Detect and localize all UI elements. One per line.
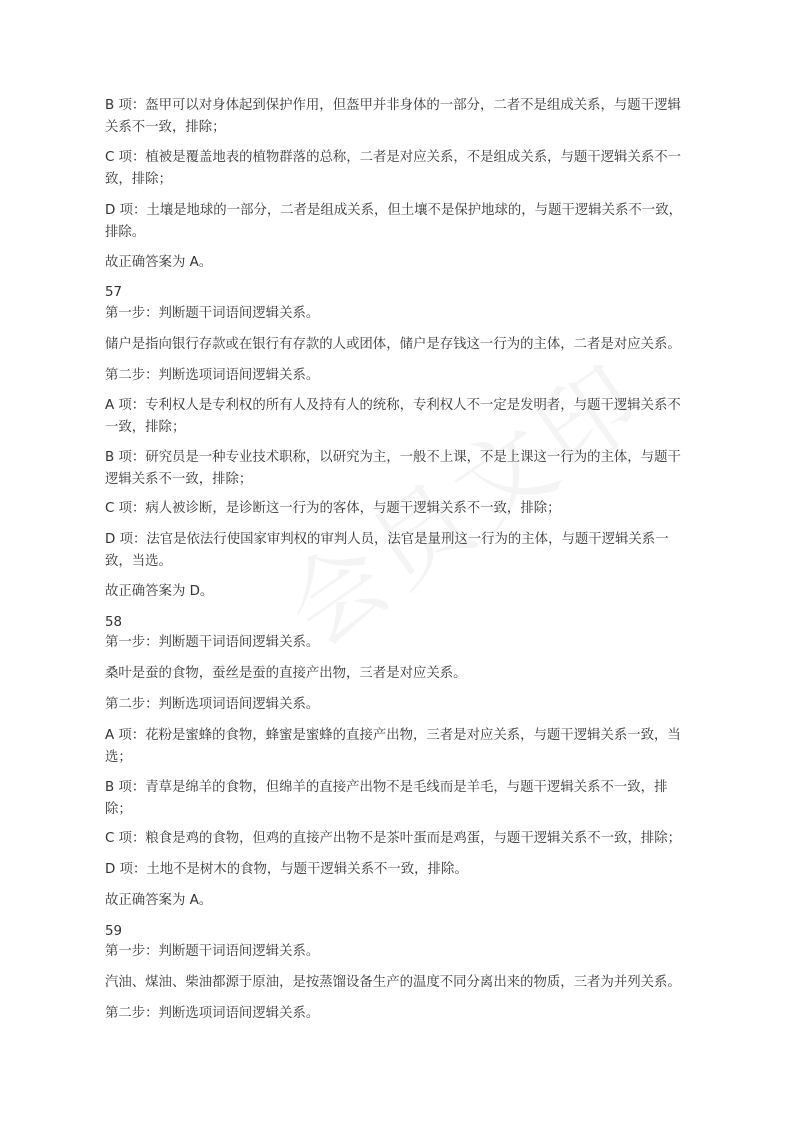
step-two-heading: 第二步：判断选项词语间逻辑关系。 bbox=[105, 697, 320, 712]
stem-explanation: 桑叶是蚕的食物，蚕丝是蚕的直接产出物，三者是对应关系。 bbox=[105, 666, 467, 681]
option-b-explanation: B 项：青草是绵羊的食物，但绵羊的直接产出物不是毛线而是羊毛，与题干逻辑关系不一致，排除； bbox=[105, 780, 668, 817]
question-number: 59 bbox=[105, 924, 123, 939]
option-c-explanation: C 项：粮食是鸡的食物，但鸡的直接产出物不是茶叶蛋而是鸡蛋，与题干逻辑关系不一致，排除； bbox=[105, 831, 682, 846]
step-two-heading: 第二步：判断选项词语间逻辑关系。 bbox=[105, 368, 320, 383]
option-a-explanation: A 项：专利权人是专利权的所有人及持有人的统称，专利权人不一定是发明者，与题干逻辑关系不一致，排除； bbox=[105, 398, 681, 435]
option-c-explanation: C 项：植被是覆盖地表的植物群落的总称，二者是对应关系，不是组成关系，与题干逻辑关系不一致，排除； bbox=[105, 150, 682, 187]
option-c-explanation: C 项：病人被诊断，是诊断这一行为的客体，与题干逻辑关系不一致，排除； bbox=[105, 501, 561, 516]
question-number: 57 bbox=[105, 285, 123, 300]
option-a-explanation: A 项：花粉是蜜蜂的食物，蜂蜜是蜜蜂的直接产出物，三者是对应关系，与题干逻辑关系一致，当选； bbox=[105, 728, 681, 765]
option-b-explanation: B 项：盔甲可以对身体起到保护作用，但盔甲并非身体的一部分，二者不是组成关系，与题干逻辑关系不一致，排除； bbox=[105, 98, 681, 135]
option-d-explanation: D 项：法官是依法行使国家审判权的审判人员，法官是量刑这一行为的主体，与题干逻辑关系一致，当选。 bbox=[105, 532, 669, 569]
option-d-explanation: D 项：土地不是树木的食物，与题干逻辑关系不一致，排除。 bbox=[105, 862, 468, 877]
answer-line: 故正确答案为 A。 bbox=[105, 255, 213, 270]
option-d-explanation: D 项：土壤是地球的一部分，二者是组成关系，但土壤不是保护地球的，与题干逻辑关系不一致，排除。 bbox=[105, 203, 682, 240]
step-one-heading: 第一步：判断题干词语间逻辑关系。 bbox=[105, 635, 320, 650]
step-one-heading: 第一步：判断题干词语间逻辑关系。 bbox=[105, 944, 320, 959]
stem-explanation: 储户是指向银行存款或在银行有存款的人或团体，储户是存钱这一行为的主体，二者是对应关系。 bbox=[105, 337, 681, 352]
step-one-heading: 第一步：判断题干词语间逻辑关系。 bbox=[105, 306, 320, 321]
stem-explanation: 汽油、煤油、柴油都源于原油，是按蒸馏设备生产的温度不同分离出来的物质，三者为并列关系。 bbox=[105, 975, 681, 990]
answer-line: 故正确答案为 A。 bbox=[105, 893, 213, 908]
answer-line: 故正确答案为 D。 bbox=[105, 584, 214, 599]
option-b-explanation: B 项：研究员是一种专业技术职称，以研究为主，一般不上课，不是上课这一行为的主体，与题干逻辑关系不一致，排除； bbox=[105, 450, 681, 487]
question-number: 58 bbox=[105, 615, 123, 630]
step-two-heading: 第二步：判断选项词语间逻辑关系。 bbox=[105, 1006, 320, 1021]
